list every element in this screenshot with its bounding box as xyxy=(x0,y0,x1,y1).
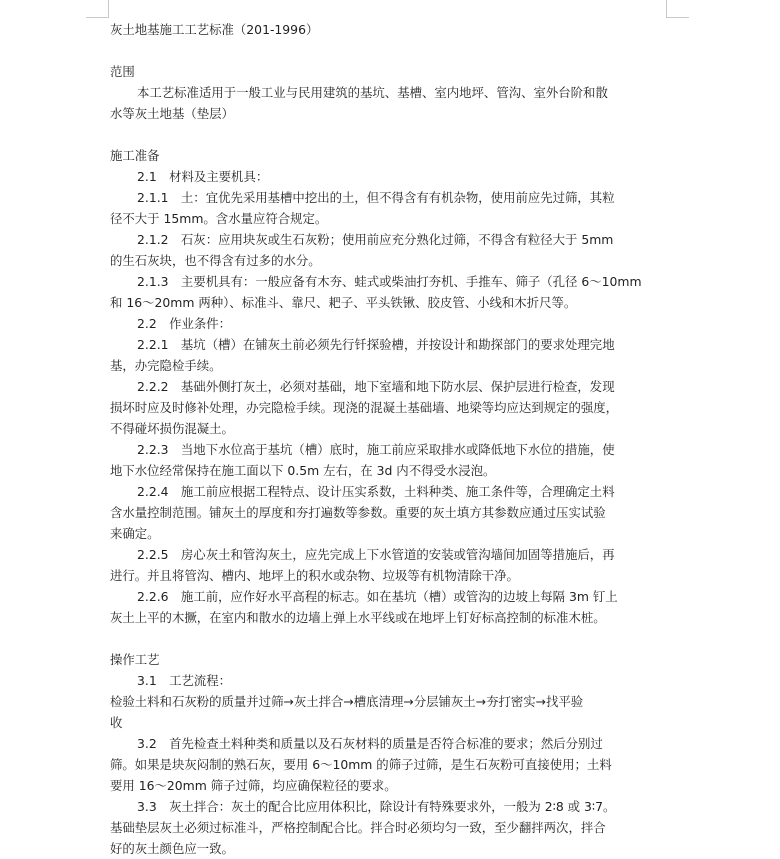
paragraph-line: 要用 16～20mm 筛子过筛，均应确保粒径的要求。 xyxy=(110,778,397,793)
spacer xyxy=(110,628,666,649)
paragraph-line: 损坏时应及时修补处理，办完隐检手续。现浇的混凝土基础墙、地梁等均应达到规定的强度， xyxy=(110,400,619,415)
document-body xyxy=(110,19,666,859)
paragraph-line: 2.2.6 施工前，应作好水平高程的标志。如在基坑（槽）或管沟的边坡上每隔 3m 钉上 xyxy=(137,589,618,604)
section-heading-scope: 范围 xyxy=(110,64,135,79)
paragraph-line: 2.2.5 房心灰土和管沟灰土，应先完成上下水管道的安装或管沟墙间加固等措施后，再 xyxy=(137,547,615,562)
process-flow-line: 收 xyxy=(110,715,123,730)
paragraph-line: 2.2.1 基坑（槽）在铺灰土前必须先行钎探验槽，并按设计和勘探部门的要求处理完地 xyxy=(137,337,615,352)
paragraph-line: 和 16～20mm 两种）、标准斗、靠尺、耙子、平头铁锹、胶皮管、小线和木折尺等。 xyxy=(110,295,577,310)
subheading-3-1: 3.1 工艺流程： xyxy=(137,673,232,688)
paragraph-line: 2.1.1 土：宜优先采用基槽中挖出的土，但不得含有有机杂物，使用前应先过筛，其粒 xyxy=(137,190,615,205)
spacer xyxy=(110,40,666,61)
paragraph-line: 灰土上平的木撅，在室内和散水的边墙上弹上水平线或在地坪上钉好标高控制的标准木桩。 xyxy=(110,610,606,625)
paragraph-line: 本工艺标准适用于一般工业与民用建筑的基坑、基槽、室内地坪、管沟、室外台阶和散 xyxy=(137,85,608,100)
paragraph-line: 地下水位经常保持在施工面以下 0.5m 左右，在 3d 内不得受水浸泡。 xyxy=(110,463,496,478)
document-title: 灰土地基施工工艺标准（201-1996） xyxy=(110,22,319,37)
section-heading-ops: 操作工艺 xyxy=(110,652,160,667)
paragraph-line: 2.2.4 施工前应根据工程特点、设计压实系数，土料种类、施工条件等，合理确定土料 xyxy=(137,484,615,499)
paragraph-line: 3.3 灰土拌合：灰土的配合比应用体积比，除设计有特殊要求外，一般为 2∶8 或 3∶7。 xyxy=(137,799,616,814)
paragraph-line: 2.2.2 基础外侧打灰土，必须对基础，地下室墙和地下防水层、保护层进行检查，发现 xyxy=(137,379,615,394)
paragraph-line: 3.2 首先检查土料种类和质量以及石灰材料的质量是否符合标准的要求；然后分别过 xyxy=(137,736,603,751)
paragraph-line: 进行。并且将管沟、槽内、地坪上的积水或杂物、垃圾等有机物清除干净。 xyxy=(110,568,519,583)
subheading-2-2: 2.2 作业条件： xyxy=(137,316,232,331)
spacer xyxy=(110,124,666,145)
paragraph-line: 2.1.2 石灰：应用块灰或生石灰粉；使用前应充分熟化过筛，不得含有粒径大于 5mm xyxy=(137,232,614,247)
paragraph-line: 水等灰土地基（垫层） xyxy=(110,106,234,121)
paragraph-line: 基础垫层灰土必须过标准斗，严格控制配合比。拌合时必须均匀一致，至少翻拌两次，拌合 xyxy=(110,820,606,835)
section-heading-prep: 施工准备 xyxy=(110,148,160,163)
margin-corner-mark-left xyxy=(86,0,109,18)
paragraph-line: 的生石灰块，也不得含有过多的水分。 xyxy=(110,253,321,268)
paragraph-line: 好的灰土颜色应一致。 xyxy=(110,841,234,856)
paragraph-line: 2.1.3 主要机具有：一般应备有木夯、蛙式或柴油打夯机、手推车、筛子（孔径 6～10mm xyxy=(137,274,642,289)
subheading-2-1: 2.1 材料及主要机具： xyxy=(137,169,269,184)
paragraph-line: 2.2.3 当地下水位高于基坑（槽）底时，施工前应采取排水或降低地下水位的措施，使 xyxy=(137,442,615,457)
process-flow-line: 检验土料和石灰粉的质量并过筛→灰土拌合→槽底清理→分层铺灰土→夯打密实→找平验 xyxy=(110,694,584,709)
paragraph-line: 径不大于 15mm。含水量应符合规定。 xyxy=(110,211,328,226)
paragraph-line: 筛。如果是块灰闷制的熟石灰，要用 6～10mm 的筛子过筛，是生石灰粉可直接使用；土料 xyxy=(110,757,612,772)
paragraph-line: 来确定。 xyxy=(110,526,160,541)
paragraph-line: 含水量控制范围。铺灰土的厚度和夯打遍数等参数。重要的灰土填方其参数应通过压实试验 xyxy=(110,505,606,520)
margin-corner-mark-right xyxy=(666,0,689,18)
paragraph-line: 基，办完隐检手续。 xyxy=(110,358,222,373)
paragraph-line: 不得碰坏损伤混凝土。 xyxy=(110,421,234,436)
